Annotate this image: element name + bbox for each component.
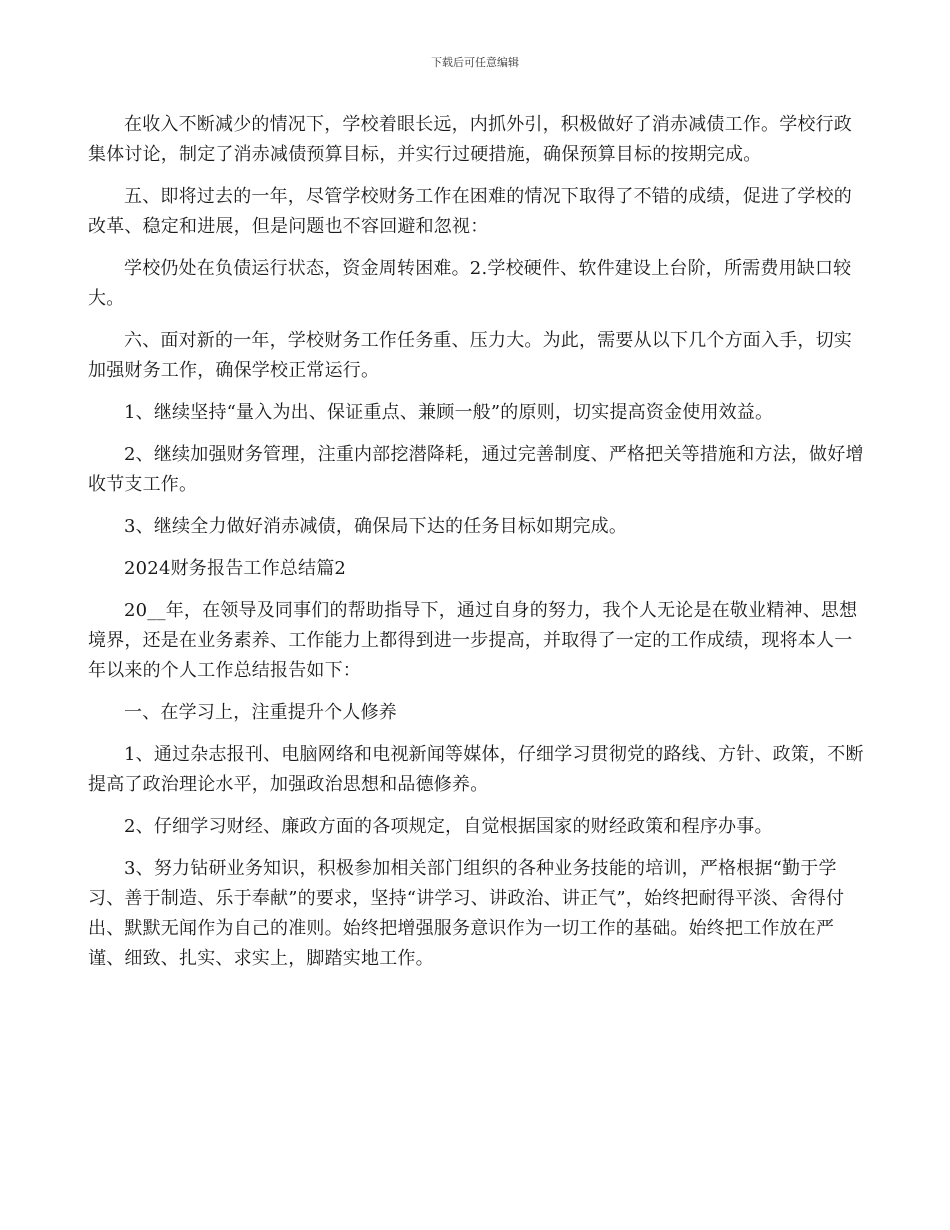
document-body: [88, 110, 868, 986]
paragraph: 在收入不断减少的情况下，学校着眼长远，内抓外引，积极做好了消赤减债工作。学校行政集体讨论，制定了消赤减债预算目标，并实行过硬措施，确保预算目标的按期完成。: [88, 114, 852, 165]
paragraph: 20__年，在领导及同事们的帮助指导下，通过自身的努力，我个人无论是在敬业精神、思想境界，还是在业务素养、工作能力上都得到进一步提高，并取得了一定的工作成绩，现将本人一年以来的个人工作总结报告如下：: [88, 600, 858, 681]
paragraph: 2、仔细学习财经、廉政方面的各项规定，自觉根据国家的财经政策和程序办事。: [124, 816, 773, 837]
paragraph: 1、通过杂志报刊、电脑网络和电视新闻等媒体，仔细学习贯彻党的路线、方针、政策，不断提高了政治理论水平，加强政治思想和品德修养。: [88, 744, 864, 795]
paragraph: 3、继续全力做好消赤减债，确保局下达的任务目标如期完成。: [124, 516, 628, 537]
page-header: 下载后可任意编辑: [431, 56, 519, 69]
paragraph: 1、继续坚持“量入为出、保证重点、兼顾一般”的原则，切实提高资金使用效益。: [124, 402, 774, 423]
paragraph: 3、努力钻研业务知识，积极参加相关部门组织的各种业务技能的培训，严格根据“勤于学习、善于制造、乐于奉献”的要求，坚持“讲学习、讲政治、讲正气”，始终把耐得平淡、舍得付出、默默无闻作为自己的准则。始终把增强服务意识作为一切工作的基础。始终把工作放在严谨、细致、扎实、求实上，脚踏实地工作。: [88, 858, 845, 969]
paragraph: 五、即将过去的一年，尽管学校财务工作在困难的情况下取得了不错的成绩，促进了学校的改革、稳定和进展，但是问题也不容回避和忽视：: [88, 186, 852, 237]
paragraph: 学校仍处在负债运行状态，资金周转困难。2.学校硬件、软件建设上台阶，所需费用缺口较大。: [88, 258, 852, 309]
paragraph: 2、继续加强财务管理，注重内部挖潜降耗，通过完善制度、严格把关等措施和方法，做好增收节支工作。: [88, 444, 864, 495]
paragraph: 一、在学习上，注重提升个人修养: [124, 702, 397, 723]
paragraph: 六、面对新的一年，学校财务工作任务重、压力大。为此，需要从以下几个方面入手，切实加强财务工作，确保学校正常运行。: [88, 330, 852, 381]
section-heading: 2024财务报告工作总结篇2: [124, 558, 347, 579]
